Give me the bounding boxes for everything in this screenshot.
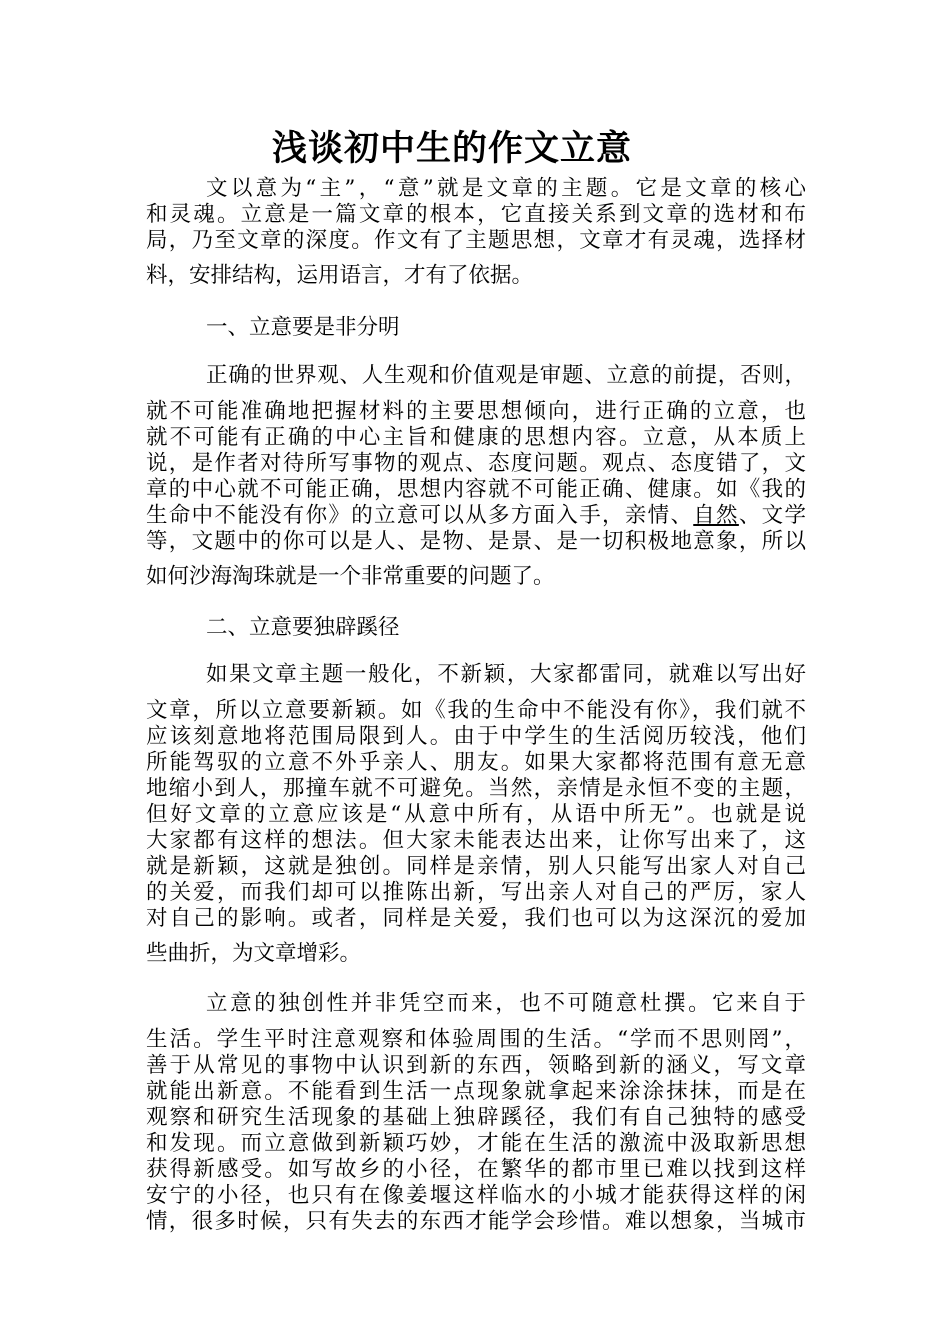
paragraph-line: 生活。学生平时注意观察和体验周围的生活。“学而不思则罔”， bbox=[146, 1027, 806, 1052]
paragraph-line: 料，安排结构，运用语言，才有了依据。 bbox=[146, 263, 534, 288]
paragraph-line: 文章，所以立意要新颖。如《我的生命中不能没有你》，我们就不 bbox=[146, 698, 806, 723]
link-text[interactable]: 自然 bbox=[693, 503, 739, 528]
paragraph-line: 应该刻意地将范围局限到人。由于中学生的生活阅历较浅，他们 bbox=[146, 724, 806, 749]
paragraph-line: 获得新感受。如写故乡的小径，在繁华的都市里已难以找到这样 bbox=[146, 1157, 806, 1182]
paragraph-line: 就不可能有正确的中心主旨和健康的思想内容。立意，从本质上 bbox=[146, 425, 806, 450]
paragraph-line: 和灵魂。立意是一篇文章的根本，它直接关系到文章的选材和布 bbox=[146, 202, 806, 227]
paragraph-line: 善于从常见的事物中认识到新的东西，领略到新的涵义，写文章 bbox=[146, 1053, 806, 1078]
document-title: 浅谈初中生的作文立意 bbox=[271, 128, 632, 169]
paragraph-line: 对自己的影响。或者，同样是关爱，我们也可以为这深沉的爱加 bbox=[146, 906, 806, 931]
paragraph-line: 立意的独创性并非凭空而来，也不可随意杜撰。它来自于 bbox=[206, 991, 806, 1016]
paragraph-line: 地缩小到人，那撞车就不可避免。当然，亲情是永恒不变的主题， bbox=[146, 776, 806, 801]
paragraph-line: 章的中心就不可能正确，思想内容就不可能正确、健康。如《我的 bbox=[146, 477, 806, 502]
paragraph-line: 安宁的小径，也只有在像姜堰这样临水的小城才能获得这样的闲 bbox=[146, 1183, 806, 1208]
line-text: 生命中不能没有你》的立意可以从多方面入手，亲情、 bbox=[146, 503, 694, 528]
paragraph-line: 如何沙海淘珠就是一个非常重要的问题了。 bbox=[146, 564, 555, 589]
line-text: 、文学 bbox=[738, 503, 806, 528]
paragraph-line: 观察和研究生活现象的基础上独辟蹊径，我们有自己独特的感受 bbox=[146, 1105, 806, 1130]
paragraph-line: 局，乃至文章的深度。作文有了主题思想，文章才有灵魂，选择材 bbox=[146, 228, 806, 253]
section-heading: 二、立意要独辟蹊径 bbox=[206, 615, 400, 640]
paragraph-line: 就能出新意。不能看到生活一点现象就拿起来涂涂抹抹，而是在 bbox=[146, 1079, 806, 1104]
paragraph-line: 些曲折，为文章增彩。 bbox=[146, 941, 362, 966]
paragraph-line: 和发现。而立意做到新颖巧妙，才能在生活的激流中汲取新思想 bbox=[146, 1131, 806, 1156]
paragraph-line: 说，是作者对待所写事物的观点、态度问题。观点、态度错了，文 bbox=[146, 451, 806, 476]
paragraph-line: 大家都有这样的想法。但大家未能表达出来，让你写出来了，这 bbox=[146, 828, 806, 853]
section-heading: 一、立意要是非分明 bbox=[206, 315, 400, 340]
paragraph-line: 就不可能准确地把握材料的主要思想倾向，进行正确的立意，也 bbox=[146, 399, 806, 424]
paragraph-line: 正确的世界观、人生观和价值观是审题、立意的前提，否则， bbox=[206, 363, 806, 388]
paragraph-line: 但好文章的立意应该是“从意中所有，从语中所无”。也就是说 bbox=[146, 802, 806, 827]
paragraph-line: 就是新颖，这就是独创。同样是亲情，别人只能写出家人对自己 bbox=[146, 854, 806, 879]
paragraph-line: 的关爱，而我们却可以推陈出新，写出亲人对自己的严厉，家人 bbox=[146, 880, 806, 905]
paragraph-line: 所能驾驭的立意不外乎亲人、朋友。如果大家都将范围有意无意 bbox=[146, 750, 806, 775]
paragraph-line: 等，文题中的你可以是人、是物、是景、是一切积极地意象，所以 bbox=[146, 529, 806, 554]
paragraph-line bbox=[146, 502, 806, 530]
paragraph-line: 如果文章主题一般化，不新颖，大家都雷同，就难以写出好 bbox=[206, 662, 806, 687]
paragraph-line: 文以意为“主”，“意”就是文章的主题。它是文章的核心 bbox=[206, 176, 806, 201]
paragraph-line: 情，很多时候，只有失去的东西才能学会珍惜。难以想象，当城市 bbox=[146, 1209, 806, 1234]
